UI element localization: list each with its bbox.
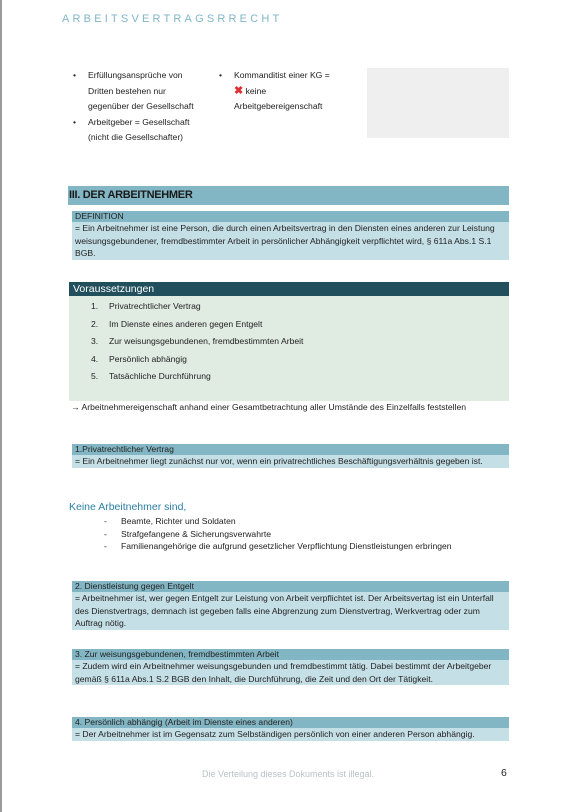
list-item: - Familienangehörige die aufgrund gesetzlicher Verpflichtung Dienstleistungen erbringen <box>104 541 452 551</box>
keine-arbeitnehmer-heading: Keine Arbeitnehmer sind, <box>69 501 187 513</box>
keine-arbeitnehmer-list <box>104 515 452 553</box>
list-item: 2. Im Dienste eines anderen gegen Entgelt <box>91 318 263 329</box>
list-item: • Kommanditist einer KG = ✖ keine Arbeitgebereigenschaft <box>219 70 330 111</box>
list-item: 5. Tatsächliche Durchführung <box>91 371 211 382</box>
abhaengig-box <box>72 717 509 741</box>
list-item: • Arbeitgeber = Gesellschaft (nicht die Gesellschafter) <box>73 116 190 142</box>
top-table <box>68 68 509 142</box>
voraussetzungen-title: Voraussetzungen <box>69 282 509 296</box>
list-item: 3. Zur weisungsgebundenen, fremdbestimmten Arbeit <box>91 336 304 347</box>
box-title: 1.Privatrechtlicher Vertrag <box>72 444 509 455</box>
top-table-col-2 <box>214 68 364 115</box>
box-title: 2. Dienstleistung gegen Entgelt <box>72 581 509 592</box>
arrow-note: → Arbeitnehmereigenschaft anhand einer Gesamtbetrachtung aller Umstände des Einzelfalls feststellen <box>71 402 467 412</box>
definition-box <box>72 211 509 260</box>
box-text: = Ein Arbeitnehmer liegt zunächst nur vor, wenn ein privatrechtliches Beschäftigungsverhältnis gegeben ist. <box>75 456 483 466</box>
page-number: 6 <box>501 767 507 779</box>
list-item: • Erfüllungsansprüche von Dritten bestehen nur gegenüber der Gesellschaft <box>73 70 194 111</box>
privatrecht-box <box>72 444 509 468</box>
box-title: 4. Persönlich abhängig (Arbeit im Dienste eines anderen) <box>72 717 509 728</box>
list-item: 4. Persönlich abhängig <box>91 353 187 364</box>
top-table-col-1 <box>68 68 208 146</box>
dienstleistung-box <box>72 581 509 630</box>
box-text: = Der Arbeitnehmer ist im Gegensatz zum Selbständigen persönlich von einer anderen Person abhängig. <box>75 729 475 739</box>
list-item: - Beamte, Richter und Soldaten <box>104 516 236 526</box>
section-heading: III. DER ARBEITNEHMER <box>68 186 509 205</box>
box-text: = Arbeitnehmer ist, wer gegen Entgelt zur Leistung von Arbeit verpflichtet ist. Der Arbeitsvertag ist ein Unterfall des Dienstvertrags, demnach ist gegeben falls eine Abgrenzung zum Dienstvertrag, Werkvertrag oder zum Auftrag nötig. <box>75 593 494 628</box>
box-title: 3. Zur weisungsgebundenen, fremdbestimmten Arbeit <box>72 649 509 660</box>
definition-text: = Ein Arbeitnehmer ist eine Person, die durch einen Arbeitsvertrag in den Diensten eines anderen zur Leistung weisungsgebundener, fremdbestimmter Arbeit in persönlicher Abhängigkeit verpflichtet wird, § 611a Abs.1 S.1 BGB. <box>75 223 495 258</box>
top-table-col-3 <box>367 68 509 138</box>
red-x-icon: ✖ <box>234 84 244 97</box>
footer-notice: Die Verteilung dieses Dokuments ist illegal. <box>201 769 375 779</box>
box-text: = Zudem wird ein Arbeitnehmer weisungsgebunden und fremdbestimmt tätig. Dabei bestimmt der Arbeitgeber gemäß § 611a Abs.1 S.2 BGB den Inhalt, die Durchführung, die Zeit und den Ort der Tätigkeit. <box>75 661 492 684</box>
page-edge-line <box>0 0 2 812</box>
list-item: 1. Privatrechtlicher Vertrag <box>91 301 201 311</box>
weisung-box <box>72 649 509 685</box>
voraussetzungen-box <box>69 282 509 401</box>
list-item: - Strafgefangene & Sicherungsverwahrte <box>104 528 272 539</box>
definition-title: DEFINITION <box>72 211 509 222</box>
page-header-title: ARBEITSVERTRAGSRRECHT <box>62 13 283 25</box>
